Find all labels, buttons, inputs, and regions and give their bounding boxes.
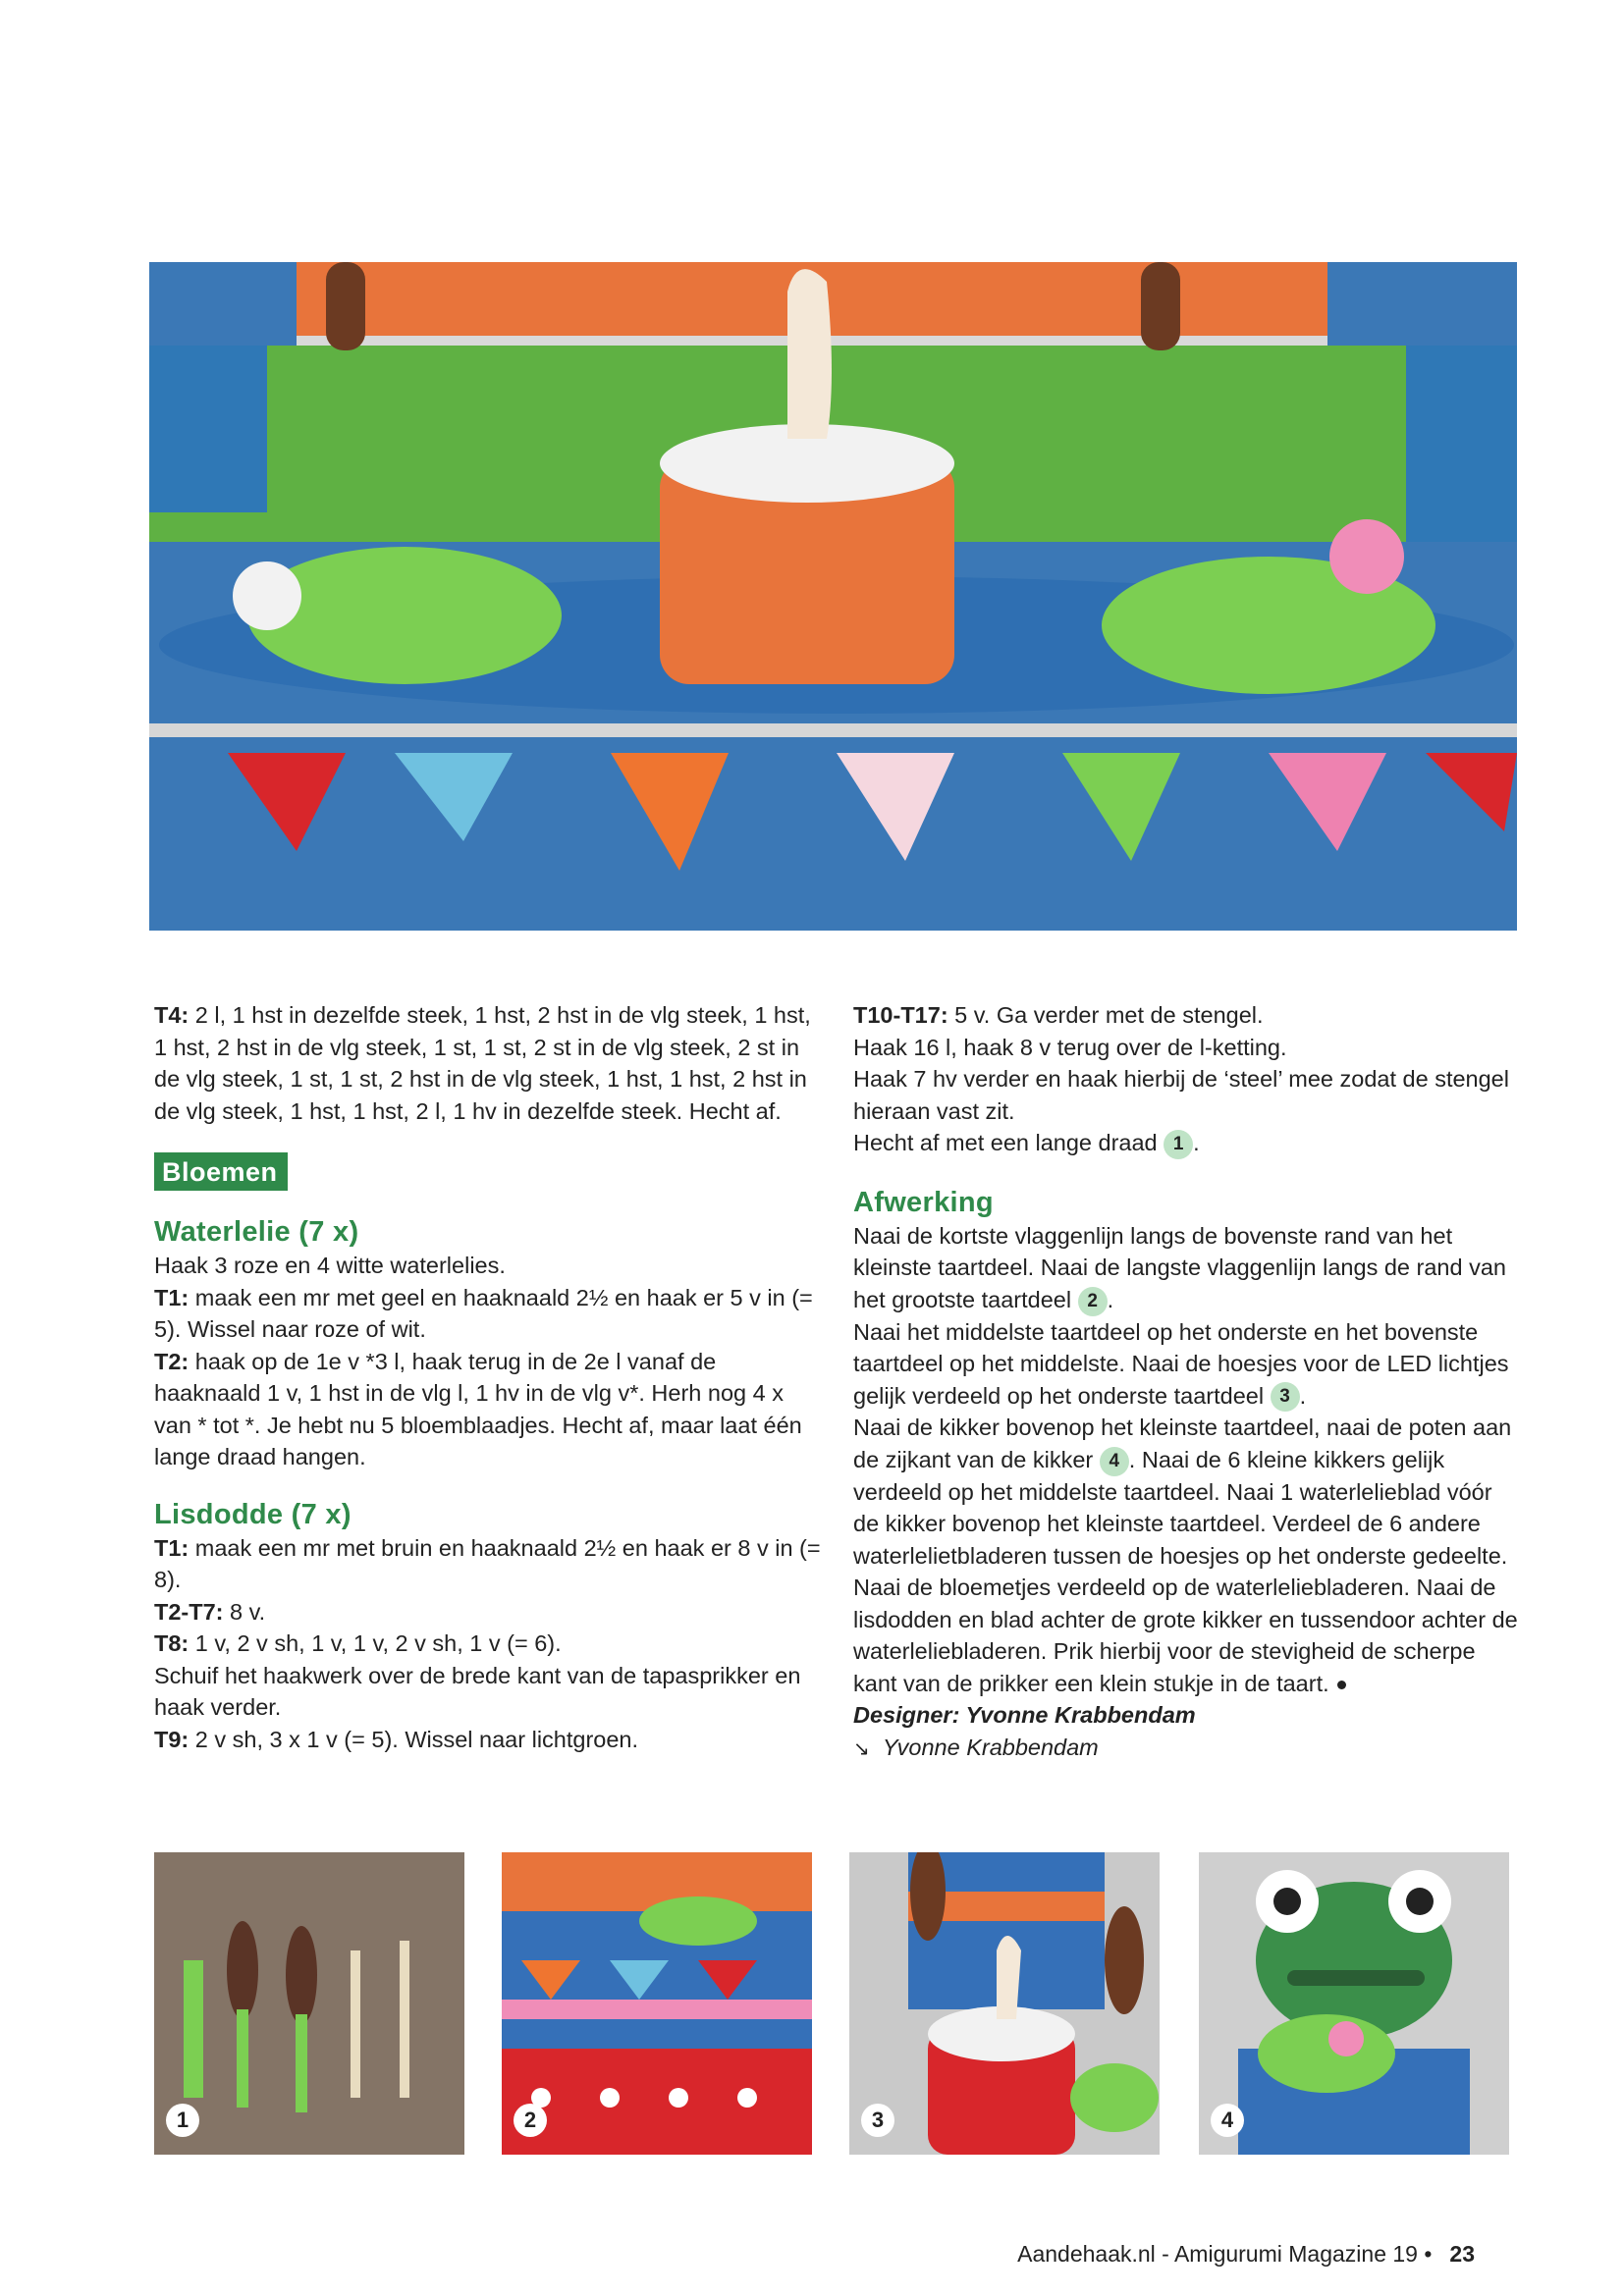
instagram-arrow-icon: ↘	[853, 1737, 870, 1760]
t10-line3: Haak 7 hv verder en haak hierbij de ‘steel’ mee zodat de stengel hieraan vast zit.	[853, 1066, 1509, 1124]
thumbnail-photo-3	[849, 1852, 1160, 2155]
lisdodde-t1	[154, 1532, 822, 1596]
lisdodde-note: Schuif het haakwerk over de brede kant van de tapasprikker en haak verder.	[154, 1662, 801, 1720]
waterlelie-t1-text: maak een mr met geel en haaknaald 2½ en haak er 5 v in (= 5). Wissel naar roze of wit.	[154, 1284, 813, 1342]
thumbnail-number-2: 2	[514, 2104, 547, 2137]
waterlelie-t2-text: haak op de 1e v *3 l, haak terug in de 2e l vanaf de haaknaald 1 v, 1 hst in de vlg l, 1 hv in de vlg v*. Herh nog 4 x van * tot *. Je hebt nu 5 bloemblaadjes. Hecht af, maar laat één lange draad hangen.	[154, 1348, 802, 1469]
t10-text: 5 v. Ga verder met de stengel.	[947, 1002, 1264, 1028]
designer-instagram	[853, 1732, 1521, 1766]
lisdodde-t8-text: 1 v, 2 v sh, 1 v, 1 v, 2 v sh, 1 v (= 6).	[189, 1630, 562, 1656]
end-bullet-icon	[1337, 1681, 1346, 1689]
t4-label: T4:	[154, 1002, 189, 1028]
waterlelie-t2-label: T2:	[154, 1348, 189, 1374]
thumbnail-4-image	[1199, 1852, 1509, 2155]
hero-illustration	[149, 262, 1517, 931]
footer-text: Aandehaak.nl - Amigurumi Magazine 19 •	[1017, 2241, 1433, 2267]
hero-photo-crochet-cake	[149, 262, 1517, 931]
afwerking-p3b-text: Naai de 6 kleine kikkers gelijk verdeeld op het middelste taartdeel. Naai 1 waterlelieblad vóór de kikker bovenop het kleinste taartdeel. Verdeel de 6 andere waterlelietbladeren tussen de hoesjes op het onderste gedeelte. Naai de bloemetjes verdeeld op de waterleliebladeren. Naai de lisdodden en blad achter de grote kikker en tussendoor achter de waterleliebladeren. Prik hierbij voor de stevigheid de scherpe kant van de prikker een klein stukje in de taart.	[853, 1446, 1518, 1696]
thumbnail-number-3: 3	[861, 2104, 894, 2137]
thumbnail-number-4: 4	[1211, 2104, 1244, 2137]
afwerking-p1: Naai de kortste vlaggenlijn langs de bovenste rand van het kleinste taartdeel. Naai de langste vlaggenlijn langs de rand van het grootste taartdeel 2 .	[853, 1220, 1521, 1316]
lisdodde-t2t7-label: T2-T7:	[154, 1598, 224, 1625]
lisdodde-heading: Lisdodde (7 x)	[154, 1498, 352, 1530]
afwerking-p2: Naai het middelste taartdeel op het onderste en het bovenste taartdeel op het middelste. Naai de hoesjes voor de LED lichtjes gelijk verdeeld op het onderste taartdeel 3 .	[853, 1316, 1521, 1413]
left-column	[154, 999, 822, 1755]
thumbnail-2-image	[502, 1852, 812, 2155]
photo-ref-badge-1: 1	[1164, 1130, 1193, 1159]
t4-paragraph	[154, 999, 822, 1127]
page-footer	[1017, 2239, 1475, 2269]
t10-paragraph	[853, 999, 1521, 1032]
waterlelie-intro: Haak 3 roze en 4 witte waterlelies.	[154, 1253, 506, 1278]
thumbnail-1-image	[154, 1852, 464, 2155]
lisdodde-t8	[154, 1628, 822, 1660]
lisdodde-t9-label: T9:	[154, 1726, 189, 1752]
t10-label: T10-T17:	[853, 1002, 948, 1028]
lisdodde-t1-label: T1:	[154, 1534, 189, 1561]
thumbnail-3-image	[849, 1852, 1160, 2155]
lisdodde-t9-text: 2 v sh, 3 x 1 v (= 5). Wissel naar lichtgroen.	[189, 1726, 639, 1752]
t4-text: 2 l, 1 hst in dezelfde steek, 1 hst, 2 hst in de vlg steek, 1 hst, 1 hst, 2 hst in de vlg steek, 1 st, 1 st, 2 st in de vlg steek, 2 st in de vlg steek, 1 st, 1 st, 2 hst in de vlg steek, 1 hst, 1 hst, 2 hst in de vlg steek, 1 hst, 1 hst, 2 l, 1 hv in dezelfde steek. Hecht af.	[154, 1002, 811, 1124]
thumbnail-photo-4	[1199, 1852, 1509, 2155]
waterlelie-heading: Waterlelie (7 x)	[154, 1216, 359, 1248]
photo-ref-badge-4: 4	[1100, 1447, 1129, 1476]
lisdodde-t8-label: T8:	[154, 1630, 189, 1656]
afwerking-p2-text: Naai het middelste taartdeel op het onderste en het bovenste taartdeel op het middelste. Naai de hoesjes voor de LED lichtjes gelijk verdeeld op het onderste taartdeel	[853, 1318, 1509, 1409]
waterlelie-t1	[154, 1282, 822, 1346]
lisdodde-t9	[154, 1724, 822, 1756]
t10-line4-text: Hecht af met een lange draad	[853, 1130, 1158, 1155]
afwerking-heading: Afwerking	[853, 1186, 994, 1218]
afwerking-p3a-text: Naai de kikker bovenop het kleinste taartdeel, naai de poten aan de zijkant van de kikker	[853, 1415, 1512, 1472]
section-heading-bloemen: Bloemen	[154, 1152, 288, 1191]
designer-credit: Designer: Yvonne Krabbendam	[853, 1702, 1196, 1729]
lisdodde-t2t7	[154, 1596, 822, 1629]
afwerking-p3: Naai de kikker bovenop het kleinste taartdeel, naai de poten aan de zijkant van de kikker 4 . Naai de 6 kleine kikkers gelijk verdeeld op het middelste taartdeel. Naai 1 waterlelieblad vóór de kikker bovenop het kleinste taartdeel. Verdeel de 6 andere waterlelietbladeren tussen de hoesjes op het onderste gedeelte. Naai de bloemetjes verdeeld op de waterleliebladeren. Naai de lisdodden en blad achter de grote kikker en tussendoor achter de waterleliebladeren. Prik hierbij voor de stevigheid de scherpe kant van de prikker een klein stukje in de taart.	[853, 1415, 1518, 1696]
t10-line4: Hecht af met een lange draad 1 .	[853, 1127, 1521, 1159]
waterlelie-t1-label: T1:	[154, 1284, 189, 1310]
thumbnail-photo-1	[154, 1852, 464, 2155]
page-number: 23	[1449, 2241, 1475, 2267]
waterlelie-t2	[154, 1346, 822, 1473]
right-column	[853, 999, 1521, 1765]
thumbnail-number-1: 1	[166, 2104, 199, 2137]
afwerking-p1-text: Naai de kortste vlaggenlijn langs de bovenste rand van het kleinste taartdeel. Naai de langste vlaggenlijn langs de rand van het grootste taartdeel	[853, 1222, 1506, 1312]
thumbnail-photo-2	[502, 1852, 812, 2155]
lisdodde-t1-text: maak een mr met bruin en haaknaald 2½ en haak er 8 v in (= 8).	[154, 1534, 821, 1592]
t10-line2: Haak 16 l, haak 8 v terug over de l-ketting.	[853, 1034, 1287, 1060]
lisdodde-t2t7-text: 8 v.	[223, 1598, 266, 1625]
photo-ref-badge-2: 2	[1078, 1287, 1108, 1316]
designer-name: Yvonne Krabbendam	[882, 1734, 1099, 1760]
photo-ref-badge-3: 3	[1271, 1382, 1300, 1412]
